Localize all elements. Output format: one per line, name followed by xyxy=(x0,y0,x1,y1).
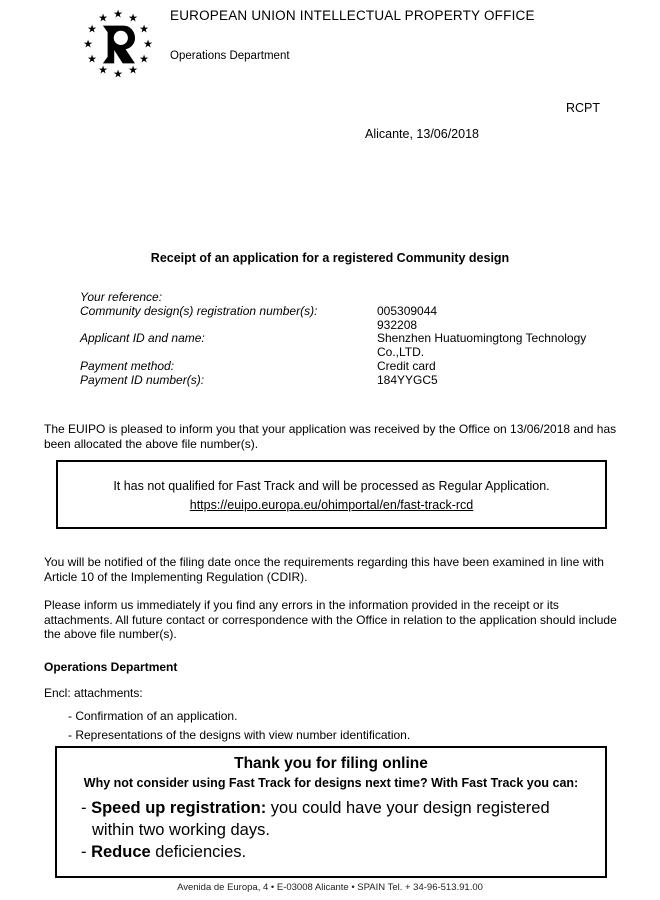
detail-value xyxy=(377,374,625,388)
detail-row xyxy=(80,332,625,360)
document-title: Receipt of an application for a registered Community design xyxy=(150,251,510,265)
promo-item-bullet: - xyxy=(81,843,92,861)
star-icon: ★ xyxy=(139,53,149,66)
office-name: EUROPEAN UNION INTELLECTUAL PROPERTY OFFICE xyxy=(170,8,535,23)
detail-row xyxy=(80,305,625,333)
promo-item-text: deficiencies. xyxy=(150,843,247,861)
promo-item xyxy=(81,797,595,841)
star-icon: ★ xyxy=(128,12,138,25)
promo-subtitle: Why not consider using Fast Track for designs next time? With Fast Track you can: xyxy=(83,776,579,790)
detail-value xyxy=(377,291,625,305)
detail-label: Applicant ID and name: xyxy=(80,331,205,346)
star-icon: ★ xyxy=(139,23,149,36)
detail-value-line: 005309044 xyxy=(377,303,438,318)
fast-track-box xyxy=(56,460,607,529)
star-icon: ★ xyxy=(87,23,97,36)
promo-title: Thank you for filing online xyxy=(234,755,428,772)
star-icon: ★ xyxy=(128,64,138,77)
promo-item-bullet: - xyxy=(81,799,92,817)
promo-item xyxy=(81,841,595,863)
detail-value-line: 184YYGC5 xyxy=(377,372,438,387)
detail-value-line: Co.,LTD. xyxy=(377,345,425,360)
star-icon: ★ xyxy=(143,38,153,51)
star-icon: ★ xyxy=(113,8,123,21)
detail-value-line: 932208 xyxy=(377,317,418,332)
detail-row xyxy=(80,291,625,305)
enclosures-list xyxy=(68,707,410,744)
promo-items xyxy=(57,797,605,863)
star-icon: ★ xyxy=(83,38,93,51)
star-icon: ★ xyxy=(98,64,108,77)
detail-value-line: Shenzhen Huatuomingtong Technology xyxy=(377,331,587,346)
details-section xyxy=(80,291,625,388)
promo-box xyxy=(55,746,607,878)
detail-value-line: Credit card xyxy=(377,358,436,373)
doc-code: RCPT xyxy=(565,101,600,115)
enclosure-item: - Representations of the designs with view number identification. xyxy=(68,727,411,742)
star-icon: ★ xyxy=(87,53,97,66)
enclosure-item: - Confirmation of an application. xyxy=(68,709,238,723)
detail-row xyxy=(80,360,625,374)
paragraph-inform: Please inform us immediately if you find any errors in the information provided in the receipt or its attachments. All future contact or correspondence with the Office in relation to the application should include the above file number(s). xyxy=(44,598,617,642)
department-name: Operations Department xyxy=(170,50,290,62)
detail-label: Payment ID number(s): xyxy=(80,372,205,387)
fast-track-text: It has not qualified for Fast Track and will be processed as Regular Application. xyxy=(113,479,550,493)
fast-track-link[interactable]: https://euipo.europa.eu/ohimportal/en/fast-track-rcd xyxy=(189,498,474,512)
detail-row xyxy=(80,374,625,388)
detail-value xyxy=(377,360,625,374)
detail-value xyxy=(377,305,625,333)
detail-label: Your reference: xyxy=(80,290,163,304)
enclosures-heading: Encl: attachments: xyxy=(44,686,143,700)
rcd-r-glyph-icon xyxy=(101,25,135,68)
paragraph-received: The EUIPO is pleased to inform you that your application was received by the Office on 13/06/2018 and has been allocated the above file number(s). xyxy=(44,422,617,451)
promo-item-bold: Reduce xyxy=(91,843,151,861)
promo-item-text: you could have your design registered within two working days. xyxy=(92,799,550,839)
place-date: Alicante, 13/06/2018 xyxy=(365,127,479,141)
promo-item-bold: Speed up registration: xyxy=(91,799,267,817)
detail-value xyxy=(377,332,625,360)
paragraph-notified: You will be notified of the filing date once the requirements regarding this have been examined in line with Article 10 of the Implementing Regulation (CDIR). xyxy=(44,555,604,584)
star-icon: ★ xyxy=(98,12,108,25)
signature-department: Operations Department xyxy=(44,660,178,674)
detail-label: Community design(s) registration number(s): xyxy=(80,303,318,318)
euipo-logo-icon xyxy=(76,8,160,84)
star-icon: ★ xyxy=(113,68,123,81)
detail-label: Payment method: xyxy=(80,358,175,373)
footer-address: Avenida de Europa, 4 • E-03008 Alicante • SPAIN Tel. + 34-96-513.91.00 xyxy=(177,882,483,893)
